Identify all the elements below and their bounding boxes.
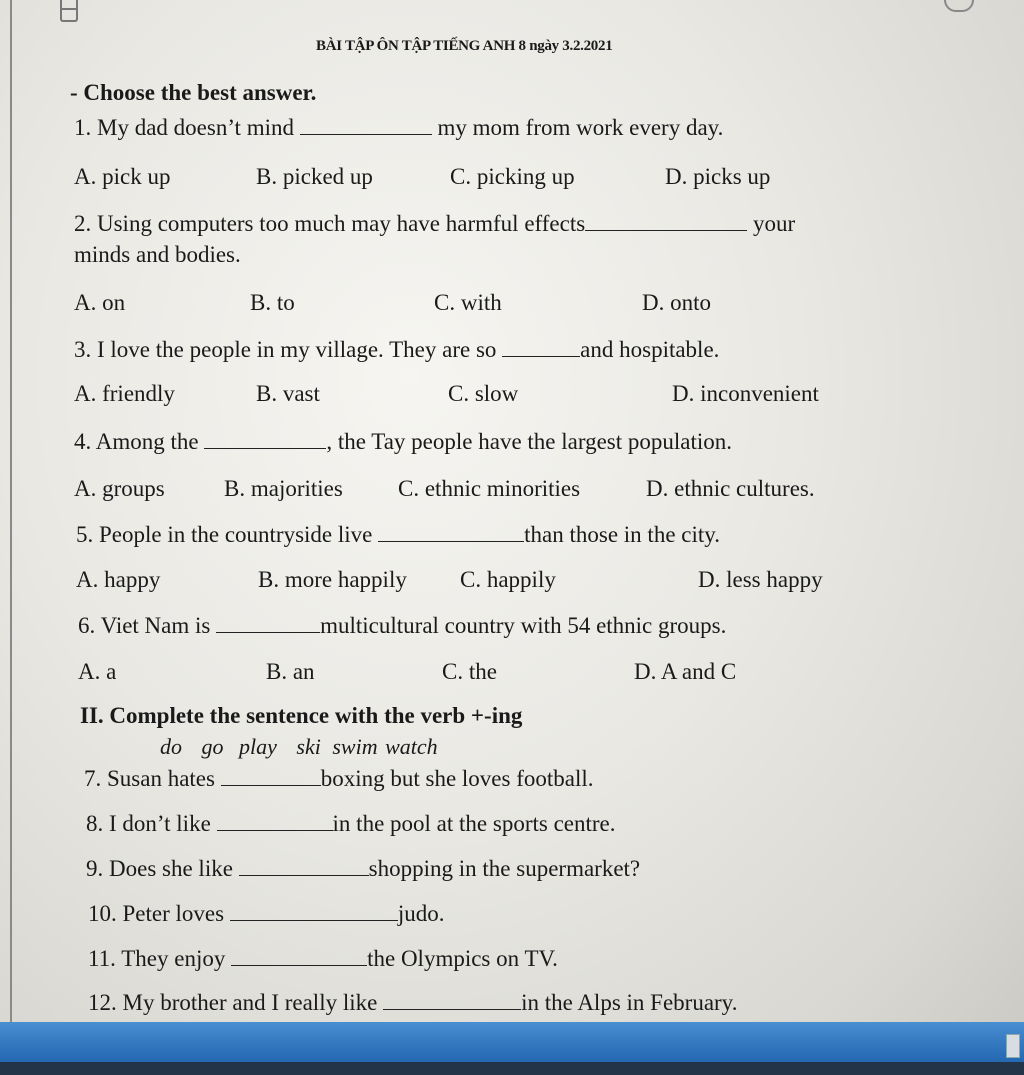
q6-option-a: A. a (78, 659, 117, 684)
q3-option-c: C. slow (448, 381, 519, 406)
q5-option-b: B. more happily (258, 567, 407, 592)
q1-option-d: D. picks up (665, 164, 771, 189)
question-8: 8. I don’t like in the pool at the sports centre. (86, 811, 616, 836)
question-11: 11. They enjoy the Olympics on TV. (88, 946, 558, 971)
question-6: 6. Viet Nam is multicultural country with 54 ethnic groups. (78, 613, 727, 638)
q4-option-d: D. ethnic cultures. (646, 476, 815, 501)
question-7: 7. Susan hates boxing but she loves football. (84, 766, 594, 791)
q3-option-b: B. vast (256, 381, 320, 406)
answer-blank[interactable] (300, 116, 432, 135)
answer-blank[interactable] (230, 902, 398, 921)
tray-icon[interactable] (1006, 1034, 1020, 1058)
question-9: 9. Does she like shopping in the supermarket? (86, 856, 641, 881)
taskbar-bottom-strip (0, 1062, 1024, 1075)
q5-option-c: C. happily (460, 567, 556, 592)
q6-option-b: B. an (266, 659, 315, 684)
question-2-cont: minds and bodies. (74, 242, 241, 267)
section2-heading: II. Complete the sentence with the verb +-ing (80, 703, 523, 728)
answer-blank[interactable] (585, 212, 747, 231)
q2-option-b: B. to (250, 290, 295, 315)
q3-option-a: A. friendly (74, 381, 175, 406)
answer-blank[interactable] (239, 857, 369, 876)
q2-option-d: D. onto (642, 290, 711, 315)
answer-blank[interactable] (221, 767, 321, 786)
q4-option-c: C. ethnic minorities (398, 476, 581, 501)
q2-option-a: A. on (74, 290, 126, 315)
q2-option-c: C. with (434, 290, 502, 315)
question-3: 3. I love the people in my village. They are so and hospitable. (74, 337, 720, 362)
q5-option-a: A. happy (76, 567, 161, 592)
question-4: 4. Among the , the Tay people have the largest population. (74, 429, 733, 454)
question-5: 5. People in the countryside live than those in the city. (76, 522, 721, 547)
answer-blank[interactable] (216, 614, 320, 633)
q6-option-c: C. the (442, 659, 497, 684)
q3-option-d: D. inconvenient (672, 381, 819, 406)
q5-option-d: D. less happy (698, 567, 823, 592)
answer-blank[interactable] (204, 430, 326, 449)
question-2: 2. Using computers too much may have harmful effects your (74, 211, 796, 236)
q4-option-b: B. majorities (224, 476, 343, 501)
question-12: 12. My brother and I really like in the Alps in February. (88, 990, 738, 1015)
q4-option-a: A. groups (74, 476, 165, 501)
section1-heading: - Choose the best answer. (70, 80, 317, 105)
q1-option-c: C. picking up (450, 164, 575, 189)
answer-blank[interactable] (378, 523, 524, 542)
q1-option-a: A. pick up (74, 164, 171, 189)
answer-blank[interactable] (231, 947, 367, 966)
answer-blank[interactable] (502, 338, 580, 357)
q6-option-d: D. A and C (634, 659, 737, 684)
answer-blank[interactable] (383, 991, 521, 1010)
question-1: 1. My dad doesn’t mind my mom from work every day. (74, 115, 724, 140)
q1-option-b: B. picked up (256, 164, 373, 189)
document-icon (60, 0, 78, 22)
answer-blank[interactable] (217, 812, 333, 831)
question-10: 10. Peter loves judo. (88, 901, 445, 926)
worksheet-title: BÀI TẬP ÔN TẬP TIẾNG ANH 8 ngày 3.2.2021 (316, 38, 613, 54)
verb-list: do go play ski swim watch (160, 734, 438, 759)
